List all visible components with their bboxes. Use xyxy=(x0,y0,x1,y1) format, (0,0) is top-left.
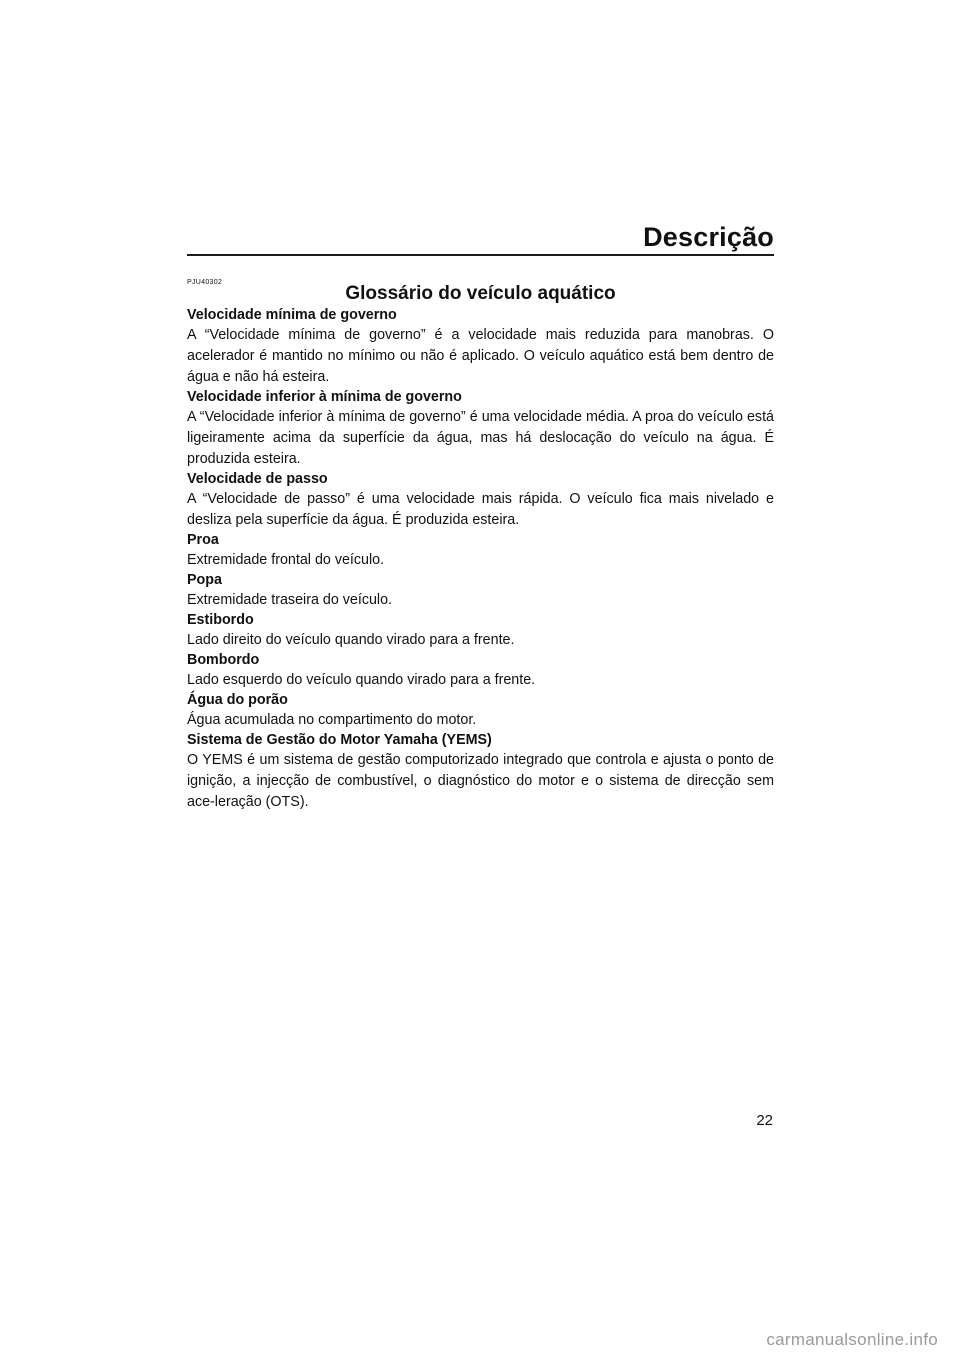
page-header-title: Descrição xyxy=(643,222,774,252)
glossary-term: Velocidade inferior à mínima de governo xyxy=(187,389,462,405)
section-code: PJU40302 xyxy=(187,279,223,286)
glossary-definition: Lado direito do veículo quando virado para a frente. xyxy=(187,632,515,648)
glossary-term: Velocidade de passo xyxy=(187,471,328,487)
glossary-term: Sistema de Gestão do Motor Yamaha (YEMS) xyxy=(187,732,492,748)
page-number: 22 xyxy=(756,1112,773,1129)
glossary-entry xyxy=(187,306,774,388)
glossary-term: Popa xyxy=(187,572,222,588)
glossary-definition: Extremidade frontal do veículo. xyxy=(187,552,385,568)
glossary-entry xyxy=(187,571,774,611)
glossary-definition: A “Velocidade inferior à mínima de governo” é uma velocidade média. A proa do veículo está ligeiramente acima da superfície da água, mas há deslocação do veículo na água. É produzida esteira. xyxy=(187,409,774,467)
glossary-entry xyxy=(187,470,774,531)
glossary-entry xyxy=(187,611,774,651)
glossary-entry xyxy=(187,651,774,691)
glossary-entry xyxy=(187,531,774,571)
glossary-definition: O YEMS é um sistema de gestão computorizado integrado que controla e ajusta o ponto de ignição, a injecção de combustível, o diagnóstico do motor e o sistema de direcção sem ace-leração (OTS). xyxy=(187,752,774,810)
glossary-entry xyxy=(187,731,774,813)
glossary-term: Água do porão xyxy=(187,692,288,708)
glossary-definition: Água acumulada no compartimento do motor. xyxy=(187,712,477,728)
glossary-definition: Lado esquerdo do veículo quando virado para a frente. xyxy=(187,672,536,688)
glossary-term: Proa xyxy=(187,532,219,548)
header-divider xyxy=(187,254,774,256)
watermark-text: carmanualsonline.info xyxy=(766,1330,938,1349)
section-title: Glossário do veículo aquático xyxy=(345,283,616,304)
glossary-definition: Extremidade traseira do veículo. xyxy=(187,592,393,608)
glossary-definition: A “Velocidade de passo” é uma velocidade mais rápida. O veículo fica mais nivelado e desliza pela superfície da água. É produzida esteira. xyxy=(187,491,774,528)
glossary-entry xyxy=(187,388,774,470)
glossary-term: Estibordo xyxy=(187,612,254,628)
glossary-term: Velocidade mínima de governo xyxy=(187,307,397,323)
glossary-entry xyxy=(187,691,774,731)
glossary-term: Bombordo xyxy=(187,652,260,668)
glossary-list xyxy=(187,306,774,813)
glossary-definition: A “Velocidade mínima de governo” é a velocidade mais reduzida para manobras. O acelerador é mantido no mínimo ou não é aplicado. O veículo aquático está bem dentro de água e não há esteira. xyxy=(187,327,774,385)
